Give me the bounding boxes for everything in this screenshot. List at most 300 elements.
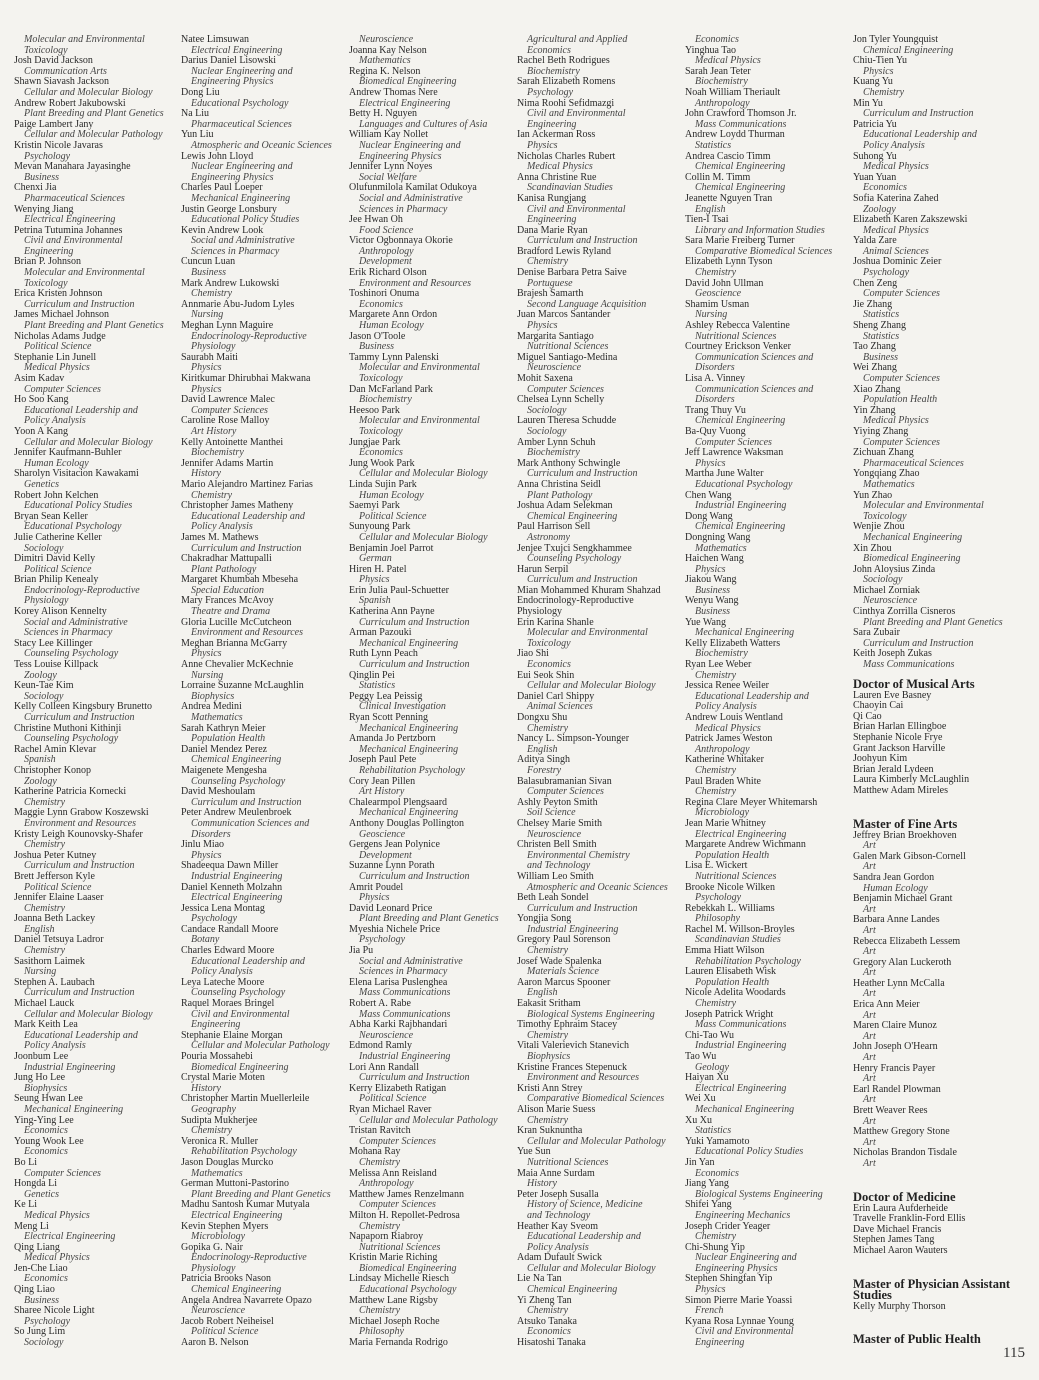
graduate-name: Michael Joseph Roche xyxy=(349,1315,440,1327)
graduate-entry xyxy=(517,1169,685,1190)
graduate-entry xyxy=(517,935,685,956)
department: Physics xyxy=(863,65,894,77)
graduate-entry xyxy=(853,544,1021,565)
graduate-name: Lorraine Suzanne McLaughlin xyxy=(181,680,304,692)
department: Philosophy xyxy=(695,913,740,925)
department: Atmospheric and Oceanic Sciences xyxy=(527,881,668,893)
graduate-name: Elizabeth Karen Zakszewski xyxy=(853,214,968,226)
graduate-entry xyxy=(517,671,685,692)
graduate-entry xyxy=(685,342,853,374)
graduate-entry xyxy=(349,1105,517,1126)
department: Electrical Engineering xyxy=(24,214,116,226)
graduate-entry xyxy=(853,1127,1021,1148)
department: Mechanical Engineering xyxy=(359,637,459,649)
department: Social and Administrative xyxy=(359,192,463,204)
graduate-entry xyxy=(685,88,853,109)
graduate-name: Brooke Nicole Wilken xyxy=(685,881,775,893)
graduate-name: Xu Xu xyxy=(685,1114,712,1126)
graduate-entry xyxy=(181,353,349,374)
graduate-entry xyxy=(517,1126,685,1147)
graduate-name: Robert John Kelchen xyxy=(14,489,99,501)
graduate-name: Stephanie Elaine Morgan xyxy=(181,1029,283,1041)
department: Art xyxy=(863,1115,876,1127)
graduate-name: Shifei Yang xyxy=(685,1199,732,1211)
graduate-entry xyxy=(14,935,182,956)
department: Plant Pathology xyxy=(527,489,593,501)
graduate-entry xyxy=(181,1137,349,1158)
graduate-name: Suhong Yu xyxy=(853,150,897,162)
department: Economics xyxy=(695,34,739,45)
graduate-entry xyxy=(181,660,349,681)
graduate-entry xyxy=(181,766,349,787)
graduate-name: Jiang Yang xyxy=(685,1178,729,1190)
graduate-name: Trang Thuy Vu xyxy=(685,404,746,416)
graduate-name: Crystal Marie Moten xyxy=(181,1072,265,1084)
graduate-entry xyxy=(181,152,349,184)
graduate-name: Christopher Martin Muellerleile xyxy=(181,1093,310,1105)
graduate-name: Ruth Lynn Peach xyxy=(349,648,418,660)
department: Educational Policy Studies xyxy=(24,500,133,512)
graduate-entry xyxy=(685,777,853,798)
graduate-entry xyxy=(685,321,853,342)
graduate-entry xyxy=(349,480,517,501)
graduate-name: Asim Kadav xyxy=(14,373,65,384)
graduate-entry xyxy=(181,808,349,840)
graduate-entry xyxy=(181,978,349,999)
graduate-entry xyxy=(181,88,349,109)
graduate-name: Dan McFarland Park xyxy=(349,383,433,395)
graduate-name: Dimitri David Kelly xyxy=(14,553,96,565)
graduate-entry xyxy=(181,1243,349,1275)
graduate-entry xyxy=(349,1041,517,1062)
graduate-name: Regina Clare Meyer Whitemarsh xyxy=(685,796,818,808)
graduate-entry xyxy=(181,554,349,575)
graduate-name: Sheng Zhang xyxy=(853,320,907,332)
graduate-entry xyxy=(181,1073,349,1094)
graduate-name: Daniel Mendez Perez xyxy=(181,743,268,755)
department: Cellular and Molecular Biology xyxy=(24,436,153,448)
department: Engineering xyxy=(527,214,577,226)
department: Engineering xyxy=(191,1019,241,1031)
graduate-name: Toshinori Onuma xyxy=(349,288,420,300)
graduate-name: Gergens Jean Polynice xyxy=(349,839,440,851)
department: Industrial Engineering xyxy=(695,1040,787,1052)
graduate-name: Benjamin Joel Parrot xyxy=(349,542,434,554)
graduate-entry xyxy=(181,1158,349,1179)
graduate-entry xyxy=(517,268,685,289)
graduate-entry xyxy=(517,173,685,194)
department: Rehabilitation Psychology xyxy=(359,764,465,776)
graduate-name: Peggy Lea Peissig xyxy=(349,690,423,702)
graduate-name: Eakasit Sritham xyxy=(517,998,581,1010)
department: Molecular and Environmental xyxy=(863,500,984,512)
graduate-entry xyxy=(14,681,182,702)
graduate-entry xyxy=(853,958,1021,979)
graduate-name: Christopher James Matheny xyxy=(181,500,294,512)
department: Psychology xyxy=(695,892,742,904)
graduate-name: Atsuko Tanaka xyxy=(517,1315,577,1327)
department: Cellular and Molecular Pathology xyxy=(191,1040,330,1052)
department: Microbiology xyxy=(191,1231,246,1243)
department: Policy Analysis xyxy=(24,415,86,427)
department: Spanish xyxy=(24,754,56,766)
department: Electrical Engineering xyxy=(24,1231,116,1243)
graduate-name: Stephen James Tang xyxy=(853,1234,935,1246)
department: Sciences in Pharmacy xyxy=(191,245,280,257)
graduate-name: Joshua Dominic Zeier xyxy=(853,256,942,268)
graduate-name: Haiyan Xu xyxy=(685,1072,729,1084)
department: Plant Breeding and Plant Genetics xyxy=(191,1188,331,1200)
graduate-name: Meng Li xyxy=(14,1220,49,1232)
graduate-entry xyxy=(14,999,182,1020)
graduate-name: Tao Zhang xyxy=(853,341,896,353)
graduate-entry xyxy=(349,861,517,882)
department: Human Ecology xyxy=(359,489,424,501)
graduate-entry xyxy=(517,999,685,1020)
graduate-name: Madhu Santosh Kumar Mutyala xyxy=(181,1199,310,1211)
graduate-name: Kelly Elizabeth Watters xyxy=(685,637,781,649)
graduate-entry xyxy=(853,406,1021,427)
graduate-name: Robert A. Rabe xyxy=(349,998,411,1010)
department: Endocrinology-Reproductive xyxy=(24,584,140,596)
graduate-entry xyxy=(14,914,182,935)
graduate-entry xyxy=(349,755,517,776)
graduate-name: Jeffrey Brian Broekhoven xyxy=(853,829,957,841)
graduate-entry xyxy=(517,1274,685,1295)
department: Microbiology xyxy=(695,807,750,819)
graduate-name: Beth Leah Sondel xyxy=(517,892,589,904)
graduate-entry xyxy=(685,904,853,925)
department: Communication Sciences and xyxy=(695,351,814,363)
department: Plant Breeding and Plant Genetics xyxy=(359,913,499,925)
department: Educational Psychology xyxy=(24,521,122,533)
department: Counseling Psychology xyxy=(191,775,286,787)
department: Computer Sciences xyxy=(24,1167,101,1179)
graduate-entry xyxy=(517,310,685,331)
graduate-name: James Michael Johnson xyxy=(14,309,109,321)
department: Educational Psychology xyxy=(359,1284,457,1296)
department: Environment and Resources xyxy=(359,277,472,289)
graduate-name: Matthew James Renzelmann xyxy=(349,1188,464,1200)
graduate-entry xyxy=(349,1338,517,1349)
department: Civil and Environmental xyxy=(527,203,626,215)
graduate-name: Joonbum Lee xyxy=(14,1051,69,1062)
graduate-entry xyxy=(181,56,349,88)
graduate-name: Qi Cao xyxy=(853,710,882,722)
graduate-name: Dong Wang xyxy=(685,510,733,522)
graduate-name: Margaret Khumbah Mbeseha xyxy=(181,574,299,586)
graduate-name: Meghan Lynn Maguire xyxy=(181,320,274,332)
department: Plant Pathology xyxy=(191,563,257,575)
graduate-name: Matthew Adam Mireles xyxy=(853,784,948,796)
graduate-name: Jiakou Wang xyxy=(685,574,737,586)
graduate-entry xyxy=(853,427,1021,448)
graduate-name: Harun Serpil xyxy=(517,563,569,575)
section-heading: Master of Fine Arts xyxy=(853,816,958,831)
department: Cellular and Molecular Biology xyxy=(359,468,488,480)
department: Chemistry xyxy=(695,669,737,681)
department: Chemistry xyxy=(24,902,66,914)
department: Medical Physics xyxy=(863,415,929,427)
department: Chemical Engineering xyxy=(695,161,786,173)
graduate-name: Justin George Lonsbury xyxy=(181,203,277,215)
department: Computer Sciences xyxy=(527,383,604,395)
department: Rehabilitation Psychology xyxy=(695,955,801,967)
department: Nursing xyxy=(191,669,224,681)
graduate-name: Earl Randel Plowman xyxy=(853,1083,941,1095)
graduate-entry xyxy=(517,692,685,713)
department: Psychology xyxy=(24,1315,71,1327)
graduate-name: Zichuan Zhang xyxy=(853,447,914,459)
graduate-entry xyxy=(853,1106,1021,1127)
department: Population Health xyxy=(695,849,770,861)
graduate-entry xyxy=(349,978,517,999)
department: Biochemistry xyxy=(359,394,412,406)
department: Chemistry xyxy=(24,796,66,808)
graduate-entry xyxy=(517,130,685,151)
graduate-name: Andrew Louis Wentland xyxy=(685,712,783,723)
graduate-entry xyxy=(853,152,1021,173)
graduate-name: Anne Chevalier McKechnie xyxy=(181,659,294,671)
department: Art xyxy=(863,1157,876,1169)
department: Atmospheric and Oceanic Sciences xyxy=(191,139,332,151)
graduate-name: Kristi Ann Strey xyxy=(517,1082,583,1094)
department: Curriculum and Instruction xyxy=(191,796,302,808)
graduate-entry xyxy=(685,35,853,46)
graduate-entry xyxy=(181,1094,349,1115)
department: Computer Sciences xyxy=(359,1199,436,1211)
department: Toxicology xyxy=(863,510,907,522)
graduate-name: Jacob Robert Neiheisel xyxy=(181,1315,274,1327)
department: Chemistry xyxy=(695,764,737,776)
graduate-entry xyxy=(349,310,517,331)
department: Neuroscience xyxy=(863,595,918,607)
department: Biophysics xyxy=(527,1051,571,1062)
graduate-name: Michael Aaron Wauters xyxy=(853,1244,948,1256)
graduate-name: Napaporn Riabroy xyxy=(349,1231,424,1243)
graduate-entry xyxy=(349,438,517,459)
department: Comparative Biomedical Sciences xyxy=(527,1093,665,1105)
department: Chemistry xyxy=(695,998,737,1010)
graduate-name: Aditya Singh xyxy=(517,754,571,766)
graduate-entry xyxy=(349,1190,517,1211)
graduate-name: Yue Sun xyxy=(517,1146,551,1158)
graduate-entry xyxy=(349,501,517,522)
graduate-entry xyxy=(14,639,182,660)
graduate-entry xyxy=(685,1222,853,1243)
graduate-entry xyxy=(181,533,349,554)
department: Economics xyxy=(527,1326,571,1338)
department: Molecular and Environmental xyxy=(359,362,480,374)
graduate-entry xyxy=(685,46,853,67)
graduate-name: Charles Edward Moore xyxy=(181,945,275,957)
graduate-name: Jiao Shi xyxy=(517,648,549,660)
graduate-name: Rachel M. Willson-Broyles xyxy=(685,923,795,935)
graduate-name: James M. Mathews xyxy=(181,531,259,543)
graduate-entry xyxy=(685,575,853,596)
graduate-name: Yi Zheng Tan xyxy=(517,1294,572,1306)
graduate-name: Tien-I Tsai xyxy=(685,214,729,226)
department: History of Science, Medicine xyxy=(527,1199,643,1211)
graduate-name: Sarah Kathryn Meier xyxy=(181,722,266,734)
department: Art xyxy=(863,903,876,915)
graduate-name: Kelly Murphy Thorson xyxy=(853,1300,946,1312)
graduate-entry xyxy=(181,130,349,151)
department: Population Health xyxy=(863,394,938,406)
department: Chemistry xyxy=(527,256,569,268)
department: Nuclear Engineering and xyxy=(191,65,293,77)
graduate-name: Paige Lambert Jany xyxy=(14,118,94,130)
department: Art xyxy=(863,988,876,1000)
graduate-name: Erin Julia Paul-Schuetter xyxy=(349,584,449,596)
graduate-entry xyxy=(685,279,853,300)
graduate-entry xyxy=(349,268,517,289)
department: and Technology xyxy=(527,860,591,872)
graduate-entry xyxy=(685,173,853,194)
graduate-name: Barbara Anne Landes xyxy=(853,914,940,926)
department: Endocrinology-Reproductive xyxy=(191,1252,307,1264)
department: Medical Physics xyxy=(695,722,761,734)
graduate-entry xyxy=(685,448,853,469)
column-4 xyxy=(517,35,685,1349)
graduate-entry xyxy=(517,713,685,734)
graduate-entry xyxy=(685,1179,853,1200)
column-6 xyxy=(853,35,1021,1346)
graduate-name: Leya Lateche Moore xyxy=(181,976,265,988)
graduate-name: Balasubramanian Sivan xyxy=(517,775,612,787)
department: Medical Physics xyxy=(863,161,929,173)
graduate-name: Ying-Ying Lee xyxy=(14,1114,74,1126)
department: Environment and Resources xyxy=(527,1072,640,1084)
graduate-entry xyxy=(685,1137,853,1158)
graduate-entry xyxy=(181,279,349,300)
graduate-name: Patricia Yu xyxy=(853,118,897,130)
department: Zoology xyxy=(863,203,896,215)
graduate-entry xyxy=(349,1211,517,1232)
department: Chemical Engineering xyxy=(191,754,282,766)
department: Mechanical Engineering xyxy=(359,807,459,819)
graduate-entry xyxy=(14,1243,182,1264)
graduate-name: Brajesh Samarth xyxy=(517,288,584,300)
department: Economics xyxy=(527,659,571,671)
department: Food Science xyxy=(359,224,414,236)
department: Physics xyxy=(695,457,726,469)
department: Chemistry xyxy=(695,1231,737,1243)
graduate-name: Yinghua Tao xyxy=(685,44,737,56)
graduate-name: Erin Laura Aufderheide xyxy=(853,1202,948,1214)
graduate-entry xyxy=(853,321,1021,342)
graduate-name: Bradford Lewis Ryland xyxy=(517,245,612,257)
department: Educational Leadership and xyxy=(191,955,305,967)
graduate-entry xyxy=(517,1147,685,1168)
graduate-entry xyxy=(853,733,1021,744)
graduate-name: Qing Liang xyxy=(14,1241,60,1253)
graduate-name: Michael Lauck xyxy=(14,998,75,1010)
graduate-entry xyxy=(853,469,1021,490)
department: Policy Analysis xyxy=(191,966,253,978)
department: Biochemistry xyxy=(527,447,580,459)
department: Genetics xyxy=(24,478,59,490)
graduate-name: Rachel Amin Klevar xyxy=(14,743,97,755)
graduate-name: Dana Marie Ryan xyxy=(517,224,588,236)
graduate-entry xyxy=(685,1200,853,1221)
graduate-name: William Leo Smith xyxy=(517,870,594,882)
graduate-entry xyxy=(349,798,517,819)
graduate-name: Laura Kimberly McLaughlin xyxy=(853,774,970,786)
graduate-name: Qing Liao xyxy=(14,1284,55,1296)
graduate-name: Bo Li xyxy=(14,1156,38,1168)
graduate-entry xyxy=(349,1126,517,1147)
department: Curriculum and Instruction xyxy=(191,542,302,554)
department: Cellular and Molecular Biology xyxy=(24,1008,153,1020)
department: Art xyxy=(863,1052,876,1064)
graduate-entry xyxy=(14,1306,182,1327)
graduate-entry xyxy=(181,257,349,278)
graduate-entry xyxy=(517,1317,685,1338)
graduate-entry xyxy=(853,831,1021,852)
department: Physics xyxy=(191,648,222,660)
graduate-entry xyxy=(14,448,182,469)
department: Business xyxy=(359,341,394,353)
graduate-entry xyxy=(517,565,685,586)
graduate-entry xyxy=(517,226,685,247)
graduate-entry xyxy=(685,469,853,490)
graduate-name: Patrick James Weston xyxy=(685,733,773,745)
graduate-entry xyxy=(14,1285,182,1306)
department: Educational Leadership and xyxy=(527,1231,641,1243)
graduate-name: Meghan Brianna McGarry xyxy=(181,637,288,649)
graduate-entry xyxy=(349,1084,517,1105)
graduate-entry xyxy=(685,861,853,882)
department: Nutritional Sciences xyxy=(695,870,777,882)
department: Business xyxy=(191,267,226,279)
graduate-entry xyxy=(853,215,1021,236)
department: Human Ecology xyxy=(863,882,928,894)
graduate-entry xyxy=(517,56,685,77)
graduate-entry xyxy=(853,586,1021,607)
graduate-entry xyxy=(14,1222,182,1243)
graduate-entry xyxy=(517,35,685,56)
graduate-entry xyxy=(685,374,853,406)
graduate-name: Ho Soo Kang xyxy=(14,394,69,406)
graduate-name: Yongjia Song xyxy=(517,913,572,925)
department: Computer Sciences xyxy=(695,436,772,448)
graduate-entry xyxy=(14,1200,182,1221)
graduate-name: Jung Wook Park xyxy=(349,457,415,469)
department: Curriculum and Instruction xyxy=(527,902,638,914)
graduate-entry xyxy=(349,1253,517,1274)
department: Engineering Mechanics xyxy=(695,1209,791,1221)
department: Computer Sciences xyxy=(191,404,268,416)
graduate-name: Chenxi Jia xyxy=(14,182,57,194)
graduate-entry xyxy=(517,872,685,893)
column-5 xyxy=(685,35,853,1349)
graduate-entry xyxy=(853,1148,1021,1169)
department: Curriculum and Instruction xyxy=(863,108,974,120)
department: Cellular and Molecular Biology xyxy=(527,1262,656,1274)
department: Computer Sciences xyxy=(24,383,101,395)
department: Toxicology xyxy=(24,44,68,56)
graduate-name: Nicholas Charles Rubert xyxy=(517,150,616,162)
department: Mechanical Engineering xyxy=(863,531,963,543)
graduate-name: Daniel Carl Shippy xyxy=(517,690,595,702)
graduate-entry xyxy=(349,649,517,670)
graduate-name: German Muttoni-Pastorino xyxy=(181,1178,290,1190)
department: Biomedical Engineering xyxy=(359,76,457,88)
department: Plant Breeding and Plant Genetics xyxy=(863,616,1003,628)
department: Biomedical Engineering xyxy=(191,1061,289,1073)
graduate-entry xyxy=(853,236,1021,257)
